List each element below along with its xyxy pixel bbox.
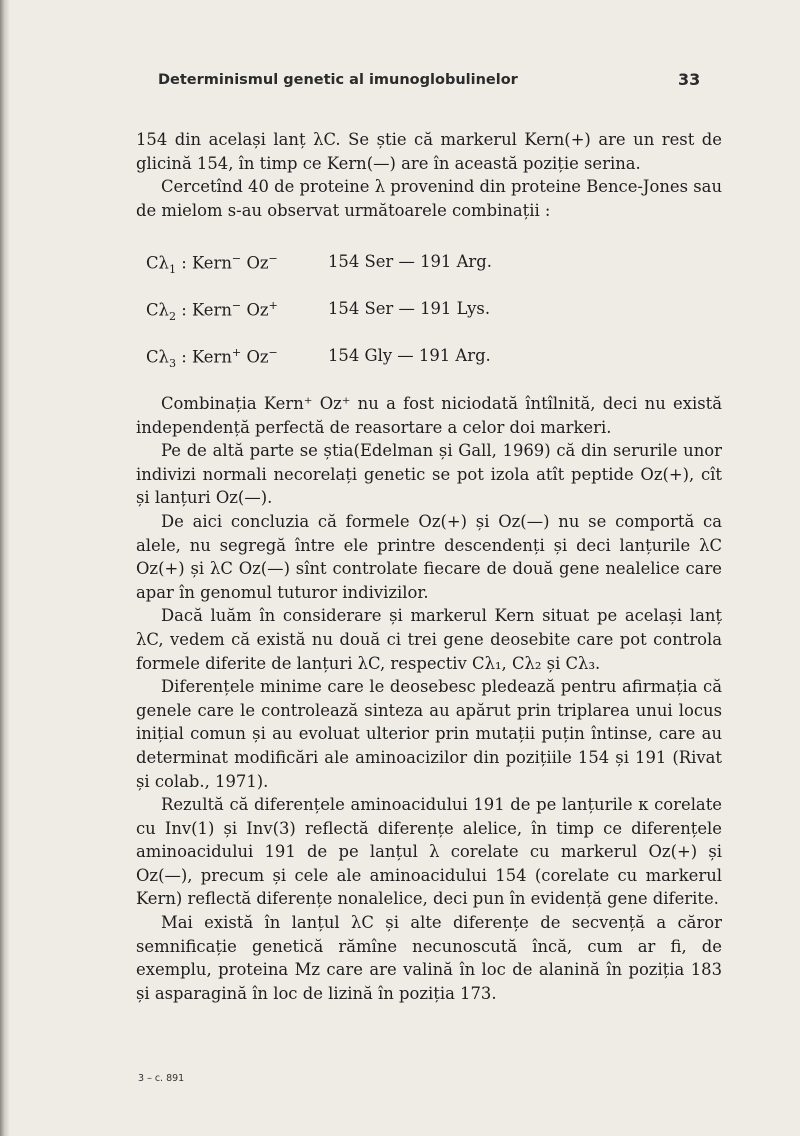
chain-label: Cλ <box>146 347 169 367</box>
paragraph-differences: Diferențele minime care le deosebesc pledează pentru afirmația că genele care le controlează sinteza au apărut prin triplarea unui locus inițial comun și au evoluat ulterior prin mutații puțin întinse, care au determinat modificări ale aminoacizilor din pozițiile 154 și 191 (Rivat și colab., 1971). <box>136 677 722 791</box>
combination-row <box>146 299 706 346</box>
kern-sign: + <box>231 346 242 359</box>
signature-mark: 3 – c. 891 <box>138 1073 185 1084</box>
colon: : <box>176 300 192 320</box>
intro-paragraph-2: Cercetînd 40 de proteine λ provenind din proteine Bence-Jones sau de mielom s-au observat următoarele combinații : <box>136 177 722 220</box>
combination-row <box>146 252 706 299</box>
chain-subscript: 3 <box>168 356 177 370</box>
chain-subscript: 2 <box>168 309 177 323</box>
page-number: 33 <box>678 70 701 89</box>
chain-subscript: 1 <box>168 262 177 276</box>
combination-row <box>146 346 706 393</box>
combination-residues: 154 Gly — 191 Arg. <box>328 346 491 365</box>
oz-label: Oz <box>241 253 269 273</box>
chain-label: Cλ <box>146 253 169 273</box>
kern-label: Kern <box>191 300 232 320</box>
chain-label: Cλ <box>146 300 169 320</box>
kern-sign: − <box>231 252 242 265</box>
kern-label: Kern <box>191 253 232 273</box>
oz-sign: + <box>268 299 278 312</box>
combination-markers <box>146 252 278 276</box>
combination-markers <box>146 346 278 370</box>
page-edge-shadow <box>0 0 10 1136</box>
kern-label: Kern <box>191 347 232 367</box>
colon: : <box>176 253 192 273</box>
colon: : <box>176 347 192 367</box>
paragraph-conclusion: De aici concluzia că formele Oz(+) și Oz(—) nu se comportă ca alele, nu segregă între ele printre descendenți și deci lanțurile λC Oz(+) și λC Oz(—) sînt controlate fiecare de două gene nealelice care apar în genomul tuturor indivizilor. <box>136 511 722 602</box>
oz-label: Oz <box>241 347 269 367</box>
combination-residues: 154 Ser — 191 Arg. <box>328 252 492 271</box>
combination-residues: 154 Ser — 191 Lys. <box>328 299 491 318</box>
combination-markers <box>146 299 278 323</box>
paragraph-other-differences: Mai există în lanțul λC și alte diferențe de secvență a căror semnificație genetică rămîne necunoscută încă, cum ar fi, de exemplu, proteina Mz care are valină în loc de alanină în poziția 183 și asparagină în loc de lizină în poziția 173. <box>136 913 722 1003</box>
running-title: Determinismul genetic al imunoglobulinelor <box>158 72 518 88</box>
kern-sign: − <box>231 299 242 312</box>
paragraph-result: Rezultă că diferențele aminoacidului 191 de pe lanțurile κ corelate cu Inv(1) și Inv(3) reflectă diferențe alelice, în timp ce diferențele aminoacidului 191 de pe lanțul λ corelate cu markerul Oz(+) și Oz(—), precum și cele ale aminoacidului 154 (corelate cu markerul Kern) reflectă diferențe nonalelice, deci pun în evidență gene diferite. <box>136 795 722 909</box>
oz-sign: − <box>268 252 278 265</box>
oz-sign: − <box>268 346 278 359</box>
paragraph-combination: Combinația Kern⁺ Oz⁺ nu a fost niciodată întîlnită, deci nu există independență perfectă de reasortare a celor doi markeri. <box>136 394 722 437</box>
intro-text <box>136 128 722 222</box>
oz-label: Oz <box>241 300 269 320</box>
body-text <box>136 392 722 1005</box>
paragraph-edelman: Pe de altă parte se știa(Edelman și Gall, 1969) că din serurile unor indivizi normali necorelați genetic se pot izola atît peptide Oz(+), cît și lanțuri Oz(—). <box>136 441 722 508</box>
paragraph-kern: Dacă luăm în considerare și markerul Kern situat pe același lanț λC, vedem că există nu două ci trei gene deosebite care pot controla formele diferite de lanțuri λC, respectiv Cλ₁, Cλ₂ și Cλ₃. <box>136 606 722 673</box>
intro-paragraph-1: 154 din același lanț λC. Se știe că markerul Kern(+) are un rest de glicină 154, în timp ce Kern(—) are în această poziție serina. <box>136 130 722 173</box>
combinations-table <box>146 252 706 393</box>
